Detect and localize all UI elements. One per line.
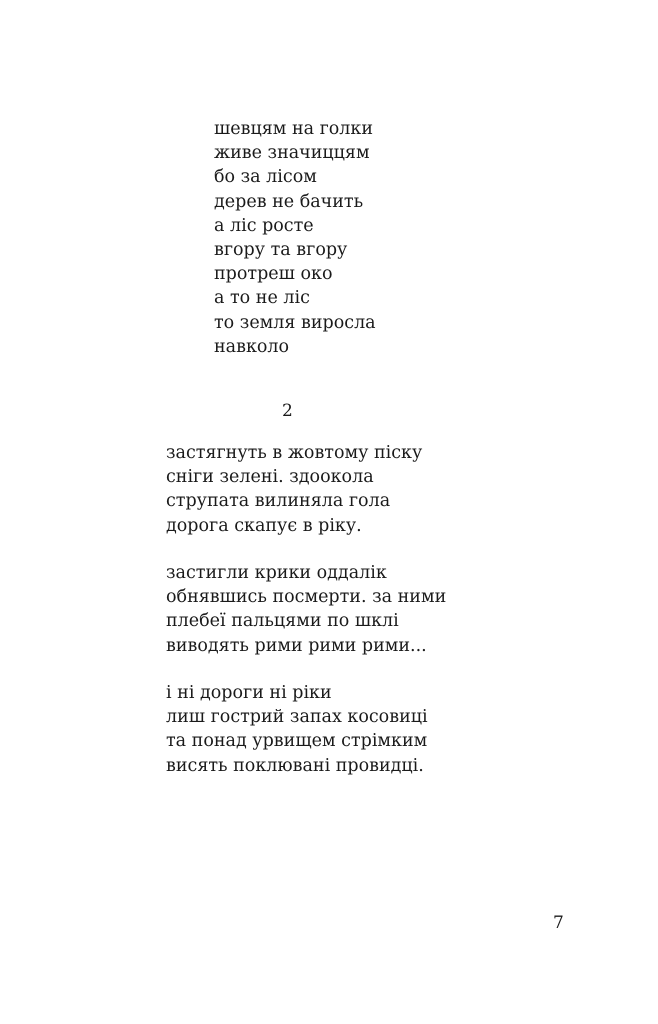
poem-line: навколо	[214, 336, 290, 357]
poem-line: вгору та вгору	[214, 239, 348, 260]
poem-line: а ліс росте	[214, 215, 314, 236]
stanza-2	[166, 561, 446, 658]
poem-line: дерев не бачить	[214, 191, 364, 212]
poem-line: обнявшись посмерти. за ними	[166, 587, 447, 608]
poem-line: а то не ліс	[214, 288, 310, 309]
stanza-3	[166, 681, 428, 778]
poem-line: дорога скапує в ріку.	[166, 515, 362, 536]
poem-line: сніги зелені. здоокола	[166, 467, 374, 488]
poem-line: живе значиццям	[214, 143, 370, 164]
poem-line: струпата вилиняла гола	[166, 491, 391, 512]
poem-line: застигли крики оддалік	[166, 563, 387, 583]
section-number: 2	[282, 401, 293, 421]
poem-line: лиш гострий запах косовиці	[166, 707, 428, 728]
poem-line: бо за лісом	[214, 167, 317, 188]
poem-line: плебеї пальцями по шклі	[166, 611, 399, 632]
poem-line: шевцям на голки	[214, 119, 374, 139]
poem-line: висять поклювані провидці.	[166, 755, 424, 776]
poem-line: виводять рими рими рими...	[166, 635, 427, 656]
poem-part-1	[214, 117, 376, 359]
poem-line: і ні дороги ні ріки	[166, 683, 332, 703]
poem-line: то земля виросла	[214, 312, 376, 333]
poem-line: застягнуть в жовтому піску	[166, 443, 423, 463]
stanza-1	[166, 441, 422, 538]
page-number: 7	[553, 913, 564, 933]
poem-line: та понад урвищем стрімким	[166, 731, 428, 752]
poem-line: протреш око	[214, 264, 333, 285]
